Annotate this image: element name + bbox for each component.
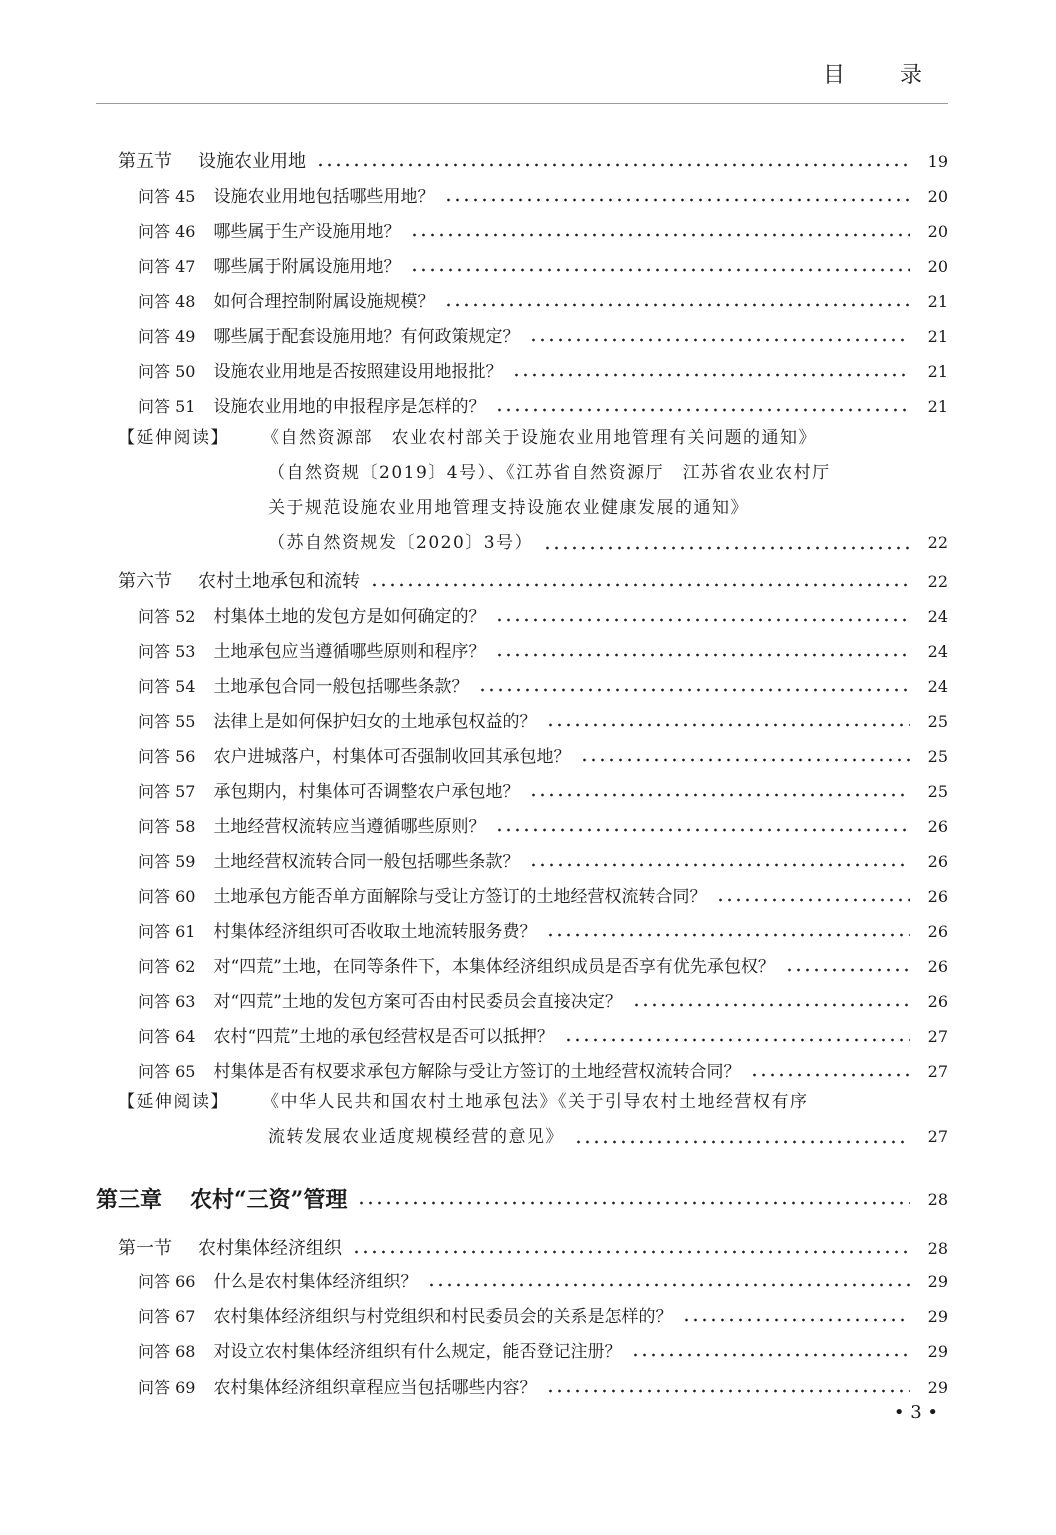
dot-leader — [495, 828, 910, 832]
toc-entry-label: 问答 59 — [138, 852, 196, 871]
dot-leader — [529, 863, 910, 867]
toc-chapter-entry[interactable] — [0, 1176, 1056, 1212]
toc-entry-title: 村集体土地的发包方是如何确定的？ — [213, 607, 486, 627]
toc-entry-title: 土地经营权流转应当遵循哪些原则？ — [213, 817, 486, 837]
dot-leader — [564, 1038, 910, 1042]
toc-qa-entry[interactable] — [0, 737, 1056, 769]
toc-qa-entry[interactable] — [0, 632, 1056, 664]
extended-reading-line — [268, 457, 831, 489]
toc-entry-label: 问答 57 — [138, 782, 196, 801]
toc-entry-title: 农村集体经济组织章程应当包括哪些内容？ — [213, 1378, 537, 1398]
toc-entry-label: 第五节 — [118, 151, 172, 172]
toc-entry-title: 哪些属于配套设施用地？有何政策规定？ — [213, 327, 520, 347]
toc-entry-title: 土地承包应当遵循哪些原则和程序？ — [213, 642, 486, 662]
toc-entry-title: 农户进城落户，村集体可否强制收回其承包地？ — [213, 747, 571, 767]
toc-section-entry[interactable] — [0, 1229, 1056, 1261]
toc-page-number: 28 — [927, 1190, 948, 1209]
extended-reading-text: 关于规范设施农业用地管理支持设施农业健康发展的通知》 — [268, 498, 749, 518]
toc-entry-title: 农村“三资”管理 — [190, 1187, 348, 1213]
toc-page-number: 25 — [927, 747, 948, 766]
toc-entry-label: 问答 56 — [138, 747, 196, 766]
page-header-title: 目 录 — [823, 63, 946, 88]
dot-leader — [682, 1318, 910, 1322]
toc-entry-title: 哪些属于生产设施用地？ — [213, 222, 401, 242]
toc-page-number: 27 — [927, 1127, 948, 1146]
toc-entry-title: 农村集体经济组织与村党组织和村民委员会的关系是怎样的？ — [213, 1307, 673, 1327]
toc-qa-entry[interactable] — [0, 947, 1056, 979]
toc-page-number: 26 — [927, 957, 948, 976]
toc-qa-entry[interactable] — [0, 807, 1056, 839]
toc-page-number: 22 — [927, 533, 948, 552]
dot-leader — [444, 198, 910, 202]
header-divider — [96, 103, 948, 104]
extended-reading-tag: 【延伸阅读】 — [118, 1092, 229, 1112]
toc-entry-title: 设施农业用地 — [198, 151, 306, 172]
toc-entry-title: 法律上是如何保护妇女的土地承包权益的？ — [213, 712, 537, 732]
extended-reading-line — [262, 422, 817, 454]
dot-leader — [316, 163, 910, 167]
toc-page-number: 26 — [927, 887, 948, 906]
toc-qa-entry[interactable] — [0, 1017, 1056, 1049]
toc-qa-entry[interactable] — [0, 352, 1056, 384]
toc-entry-title: 土地经营权流转合同一般包括哪些条款？ — [213, 852, 520, 872]
toc-entry-label: 问答 66 — [138, 1272, 196, 1291]
toc-qa-entry[interactable] — [0, 702, 1056, 734]
toc-section-entry[interactable] — [0, 562, 1056, 594]
toc-page-number: 21 — [927, 292, 948, 311]
toc-entry-label: 问答 45 — [138, 187, 196, 206]
toc-entry-label: 问答 58 — [138, 817, 196, 836]
toc-qa-entry[interactable] — [0, 1297, 1056, 1329]
extended-reading-line — [268, 492, 749, 524]
toc-qa-entry[interactable] — [0, 667, 1056, 699]
toc-page-number: 24 — [927, 607, 948, 626]
toc-qa-entry[interactable] — [0, 1262, 1056, 1294]
toc-entry-label: 问答 49 — [138, 327, 196, 346]
toc-page-number: 26 — [927, 992, 948, 1011]
toc-entry-label: 问答 60 — [138, 887, 196, 906]
toc-qa-entry[interactable] — [0, 597, 1056, 629]
dot-leader — [543, 546, 910, 550]
toc-entry-title: 农村集体经济组织 — [198, 1238, 342, 1259]
dot-leader — [529, 793, 910, 797]
toc-qa-entry[interactable] — [0, 982, 1056, 1014]
toc-qa-entry[interactable] — [0, 282, 1056, 314]
dot-leader — [529, 338, 910, 342]
toc-qa-entry[interactable] — [0, 247, 1056, 279]
toc-entry-label: 问答 53 — [138, 642, 196, 661]
dot-leader — [574, 1140, 910, 1144]
toc-qa-entry[interactable] — [0, 177, 1056, 209]
toc-entry-label: 问答 47 — [138, 257, 196, 276]
extended-reading-tag: 【延伸阅读】 — [118, 428, 229, 448]
toc-page-number: 20 — [927, 257, 948, 276]
extended-reading-text: 《自然资源部 农业农村部关于设施农业用地管理有关问题的通知》 — [262, 428, 817, 448]
dot-leader — [580, 758, 910, 762]
toc-page-number: 28 — [927, 1239, 948, 1258]
toc-entry-title: 设施农业用地包括哪些用地？ — [213, 187, 435, 207]
toc-entry-label: 第三章 — [96, 1187, 163, 1213]
dot-leader — [546, 1389, 910, 1393]
toc-entry-title: 农村“四荒”土地的承包经营权是否可以抵押？ — [213, 1027, 554, 1047]
toc-entry-label: 第六节 — [118, 571, 172, 592]
toc-entry-label: 问答 54 — [138, 677, 196, 696]
toc-entry-label: 问答 65 — [138, 1062, 196, 1081]
toc-page-number: 29 — [927, 1378, 948, 1397]
toc-page-number: 20 — [927, 222, 948, 241]
toc-entry-title: 设施农业用地的申报程序是怎样的？ — [213, 397, 486, 417]
toc-qa-entry[interactable] — [0, 317, 1056, 349]
toc-entry-title: 对设立农村集体经济组织有什么规定，能否登记注册？ — [213, 1342, 622, 1362]
toc-page-number: 19 — [927, 152, 948, 171]
toc-entry-title: 村集体经济组织可否收取土地流转服务费？ — [213, 922, 537, 942]
toc-qa-entry[interactable] — [0, 1368, 1056, 1400]
dot-leader — [631, 1353, 910, 1357]
toc-page-number: 26 — [927, 922, 948, 941]
toc-entry-label: 问答 55 — [138, 712, 196, 731]
toc-page-number: 29 — [927, 1342, 948, 1361]
dot-leader — [716, 898, 910, 902]
toc-entry-title: 对“四荒”土地的发包方案可否由村民委员会直接决定？ — [213, 992, 622, 1012]
toc-qa-entry[interactable] — [0, 387, 1056, 419]
toc-entry-label: 问答 69 — [138, 1378, 196, 1397]
dot-leader — [632, 1003, 910, 1007]
page-number: • 3 • — [893, 1402, 938, 1423]
toc-entry-label: 问答 51 — [138, 397, 196, 416]
toc-page-number: 29 — [927, 1272, 948, 1291]
toc-section-entry[interactable] — [0, 142, 1056, 174]
dot-leader — [410, 268, 910, 272]
toc-entry-label: 第一节 — [118, 1238, 172, 1259]
toc-entry-label: 问答 52 — [138, 607, 196, 626]
dot-leader — [546, 933, 910, 937]
toc-qa-entry[interactable] — [0, 1332, 1056, 1364]
toc-entry-label: 问答 48 — [138, 292, 196, 311]
toc-entry-title: 什么是农村集体经济组织？ — [213, 1272, 418, 1292]
toc-entry-title: 设施农业用地是否按照建设用地报批？ — [213, 362, 503, 382]
toc-entry-label: 问答 63 — [138, 992, 196, 1011]
toc-entry-title: 村集体是否有权要求承包方解除与受让方签订的土地经营权流转合同？ — [213, 1062, 741, 1082]
toc-page-number: 24 — [927, 677, 948, 696]
toc-page-number: 22 — [927, 572, 948, 591]
extended-reading-text: （苏自然资规发〔2020〕3号） — [268, 533, 534, 553]
extended-reading-text: （自然资规〔2019〕4号）、《江苏省自然资源厅 江苏省农业农村厅 — [268, 463, 831, 483]
dot-leader — [495, 408, 910, 412]
toc-page-number: 27 — [927, 1062, 948, 1081]
toc-entry-title: 土地承包合同一般包括哪些条款？ — [213, 677, 469, 697]
toc-page-number: 24 — [927, 642, 948, 661]
toc-entry-title: 如何合理控制附属设施规模？ — [213, 292, 435, 312]
toc-entry-title: 农村土地承包和流转 — [198, 571, 360, 592]
toc-page-number: 21 — [927, 327, 948, 346]
dot-leader — [512, 373, 910, 377]
toc-entry-label: 问答 46 — [138, 222, 196, 241]
extended-reading-line[interactable] — [268, 527, 1056, 559]
toc-entry-label: 问答 64 — [138, 1027, 196, 1046]
toc-entry-title: 哪些属于附属设施用地？ — [213, 257, 401, 277]
toc-entry-label: 问答 50 — [138, 362, 196, 381]
toc-entry-label: 问答 62 — [138, 957, 196, 976]
toc-page-number: 21 — [927, 362, 948, 381]
toc-qa-entry[interactable] — [0, 1052, 1056, 1084]
dot-leader — [785, 968, 910, 972]
dot-leader — [478, 688, 910, 692]
toc-qa-entry[interactable] — [0, 772, 1056, 804]
toc-page-number: 25 — [927, 712, 948, 731]
dot-leader — [546, 723, 910, 727]
toc-page-number: 21 — [927, 397, 948, 416]
dot-leader — [427, 1283, 910, 1287]
dot-leader — [495, 618, 910, 622]
toc-page-number: 26 — [927, 852, 948, 871]
dot-leader — [352, 1250, 910, 1254]
extended-reading-text: 《中华人民共和国农村土地承包法》《关于引导农村土地经营权有序 — [262, 1092, 809, 1112]
toc-page-number: 26 — [927, 817, 948, 836]
toc-page-number: 27 — [927, 1027, 948, 1046]
toc-qa-entry[interactable] — [0, 842, 1056, 874]
extended-reading-line[interactable] — [268, 1121, 1056, 1153]
toc-qa-entry[interactable] — [0, 212, 1056, 244]
toc-entry-title: 承包期内，村集体可否调整农户承包地？ — [213, 782, 520, 802]
dot-leader — [370, 583, 910, 587]
toc-qa-entry[interactable] — [0, 912, 1056, 944]
toc-entry-title: 对“四荒”土地，在同等条件下，本集体经济组织成员是否享有优先承包权？ — [213, 957, 775, 977]
extended-reading-text: 流转发展农业适度规模经营的意见》 — [268, 1127, 564, 1147]
extended-reading-line — [262, 1086, 809, 1118]
toc-page-number: 29 — [927, 1307, 948, 1326]
dot-leader — [750, 1073, 910, 1077]
toc-page-number: 20 — [927, 187, 948, 206]
toc-entry-title: 土地承包方能否单方面解除与受让方签订的土地经营权流转合同？ — [213, 887, 707, 907]
toc-entry-label: 问答 61 — [138, 922, 196, 941]
toc-entry-label: 问答 68 — [138, 1342, 196, 1361]
dot-leader — [357, 1201, 910, 1205]
toc-entry-label: 问答 67 — [138, 1307, 196, 1326]
toc-qa-entry[interactable] — [0, 877, 1056, 909]
dot-leader — [410, 233, 910, 237]
dot-leader — [495, 653, 910, 657]
dot-leader — [444, 303, 910, 307]
toc-page-number: 25 — [927, 782, 948, 801]
